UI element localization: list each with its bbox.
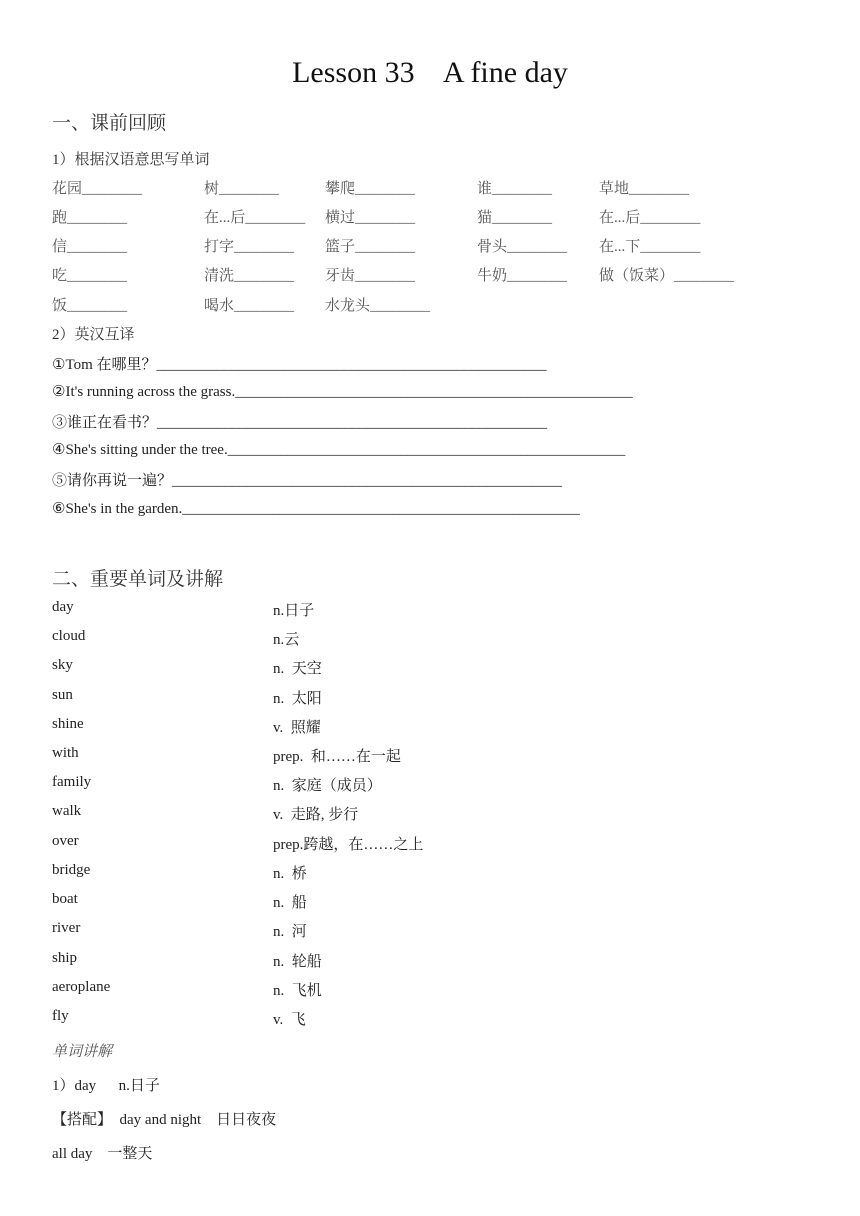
word-cn: n. 船 — [273, 895, 307, 911]
word-en: sun — [52, 687, 73, 703]
vocab-cell: 跑________ — [52, 210, 128, 226]
word-en: over — [52, 833, 79, 849]
word-en: cloud — [52, 628, 86, 644]
vocab-cell: 做（饭菜）________ — [599, 268, 735, 284]
word-cn: v. 照耀 — [273, 720, 321, 736]
page-title: Lesson 33 A fine day — [292, 56, 568, 89]
word-cn: v. 飞 — [273, 1012, 306, 1028]
word-en: aeroplane — [52, 979, 111, 995]
word-en: walk — [52, 803, 82, 819]
word-cn: n. 轮船 — [273, 954, 322, 970]
word-en: shine — [52, 716, 84, 732]
part-1-label: 1）根据汉语意思写单词 — [52, 152, 210, 168]
translation-item: ⑤请你再说一遍？____________________________________________________ — [52, 473, 563, 489]
explain-label: 单词讲解 — [52, 1044, 113, 1060]
section-1-heading: 一、课前回顾 — [52, 113, 167, 134]
vocab-cell: 饭________ — [52, 298, 128, 314]
word-cn: n.日子 — [273, 603, 315, 619]
vocab-cell: 骨头________ — [477, 239, 568, 255]
vocab-cell: 草地________ — [599, 181, 690, 197]
word-en: bridge — [52, 862, 91, 878]
vocab-cell: 树________ — [204, 181, 280, 197]
collocation: 【搭配】 day and night 日日夜夜 — [52, 1112, 277, 1128]
translation-item: ②It's running across the grass._____________________________________________________ — [52, 384, 633, 400]
vocab-cell: 信________ — [52, 239, 128, 255]
word-cn: n. 河 — [273, 924, 307, 940]
part-2-label: 2）英汉互译 — [52, 327, 135, 343]
vocab-cell: 花园________ — [52, 181, 143, 197]
vocab-cell: 在...下________ — [599, 239, 701, 255]
word-en: boat — [52, 891, 78, 907]
word-cn: n. 桥 — [273, 866, 307, 882]
word-en: fly — [52, 1008, 69, 1024]
vocab-cell: 攀爬________ — [325, 181, 416, 197]
word-en: ship — [52, 950, 78, 966]
word-cn: n.云 — [273, 632, 300, 648]
vocab-cell: 猫________ — [477, 210, 553, 226]
word-en: river — [52, 920, 81, 936]
word-en: family — [52, 774, 92, 790]
word-cn: prep. 和……在一起 — [273, 749, 401, 765]
vocab-cell: 牛奶________ — [477, 268, 568, 284]
word-cn: v. 走路, 步行 — [273, 807, 359, 823]
word-en: day — [52, 599, 74, 615]
example-phrase: all day 一整天 — [52, 1146, 153, 1162]
vocab-cell: 喝水________ — [204, 298, 295, 314]
word-cn: n. 家庭（成员） — [273, 778, 382, 794]
vocab-cell: 谁________ — [477, 181, 553, 197]
vocab-cell: 牙齿________ — [325, 268, 416, 284]
word-cn: n. 天空 — [273, 661, 322, 677]
vocab-cell: 横过________ — [325, 210, 416, 226]
section-2-heading: 二、重要单词及讲解 — [52, 569, 224, 590]
word-cn: prep.跨越，在……之上 — [273, 837, 424, 853]
translation-item: ⑥She's in the garden._____________________________________________________ — [52, 501, 580, 517]
word-en: sky — [52, 657, 73, 673]
vocab-cell: 篮子________ — [325, 239, 416, 255]
translation-item: ①Tom 在哪里？____________________________________________________ — [52, 357, 547, 373]
word-cn: n. 太阳 — [273, 691, 322, 707]
translation-item: ③谁正在看书？____________________________________________________ — [52, 415, 548, 431]
vocab-cell: 在...后________ — [599, 210, 701, 226]
vocab-cell: 清洗________ — [204, 268, 295, 284]
vocab-cell: 水龙头________ — [325, 298, 431, 314]
word-cn: n. 飞机 — [273, 983, 322, 999]
translation-item: ④She's sitting under the tree._____________________________________________________ — [52, 442, 626, 458]
vocab-cell: 在...后________ — [204, 210, 306, 226]
explain-item: 1）day n.日子 — [52, 1078, 160, 1094]
vocab-cell: 吃________ — [52, 268, 128, 284]
vocab-cell: 打字________ — [204, 239, 295, 255]
word-en: with — [52, 745, 79, 761]
